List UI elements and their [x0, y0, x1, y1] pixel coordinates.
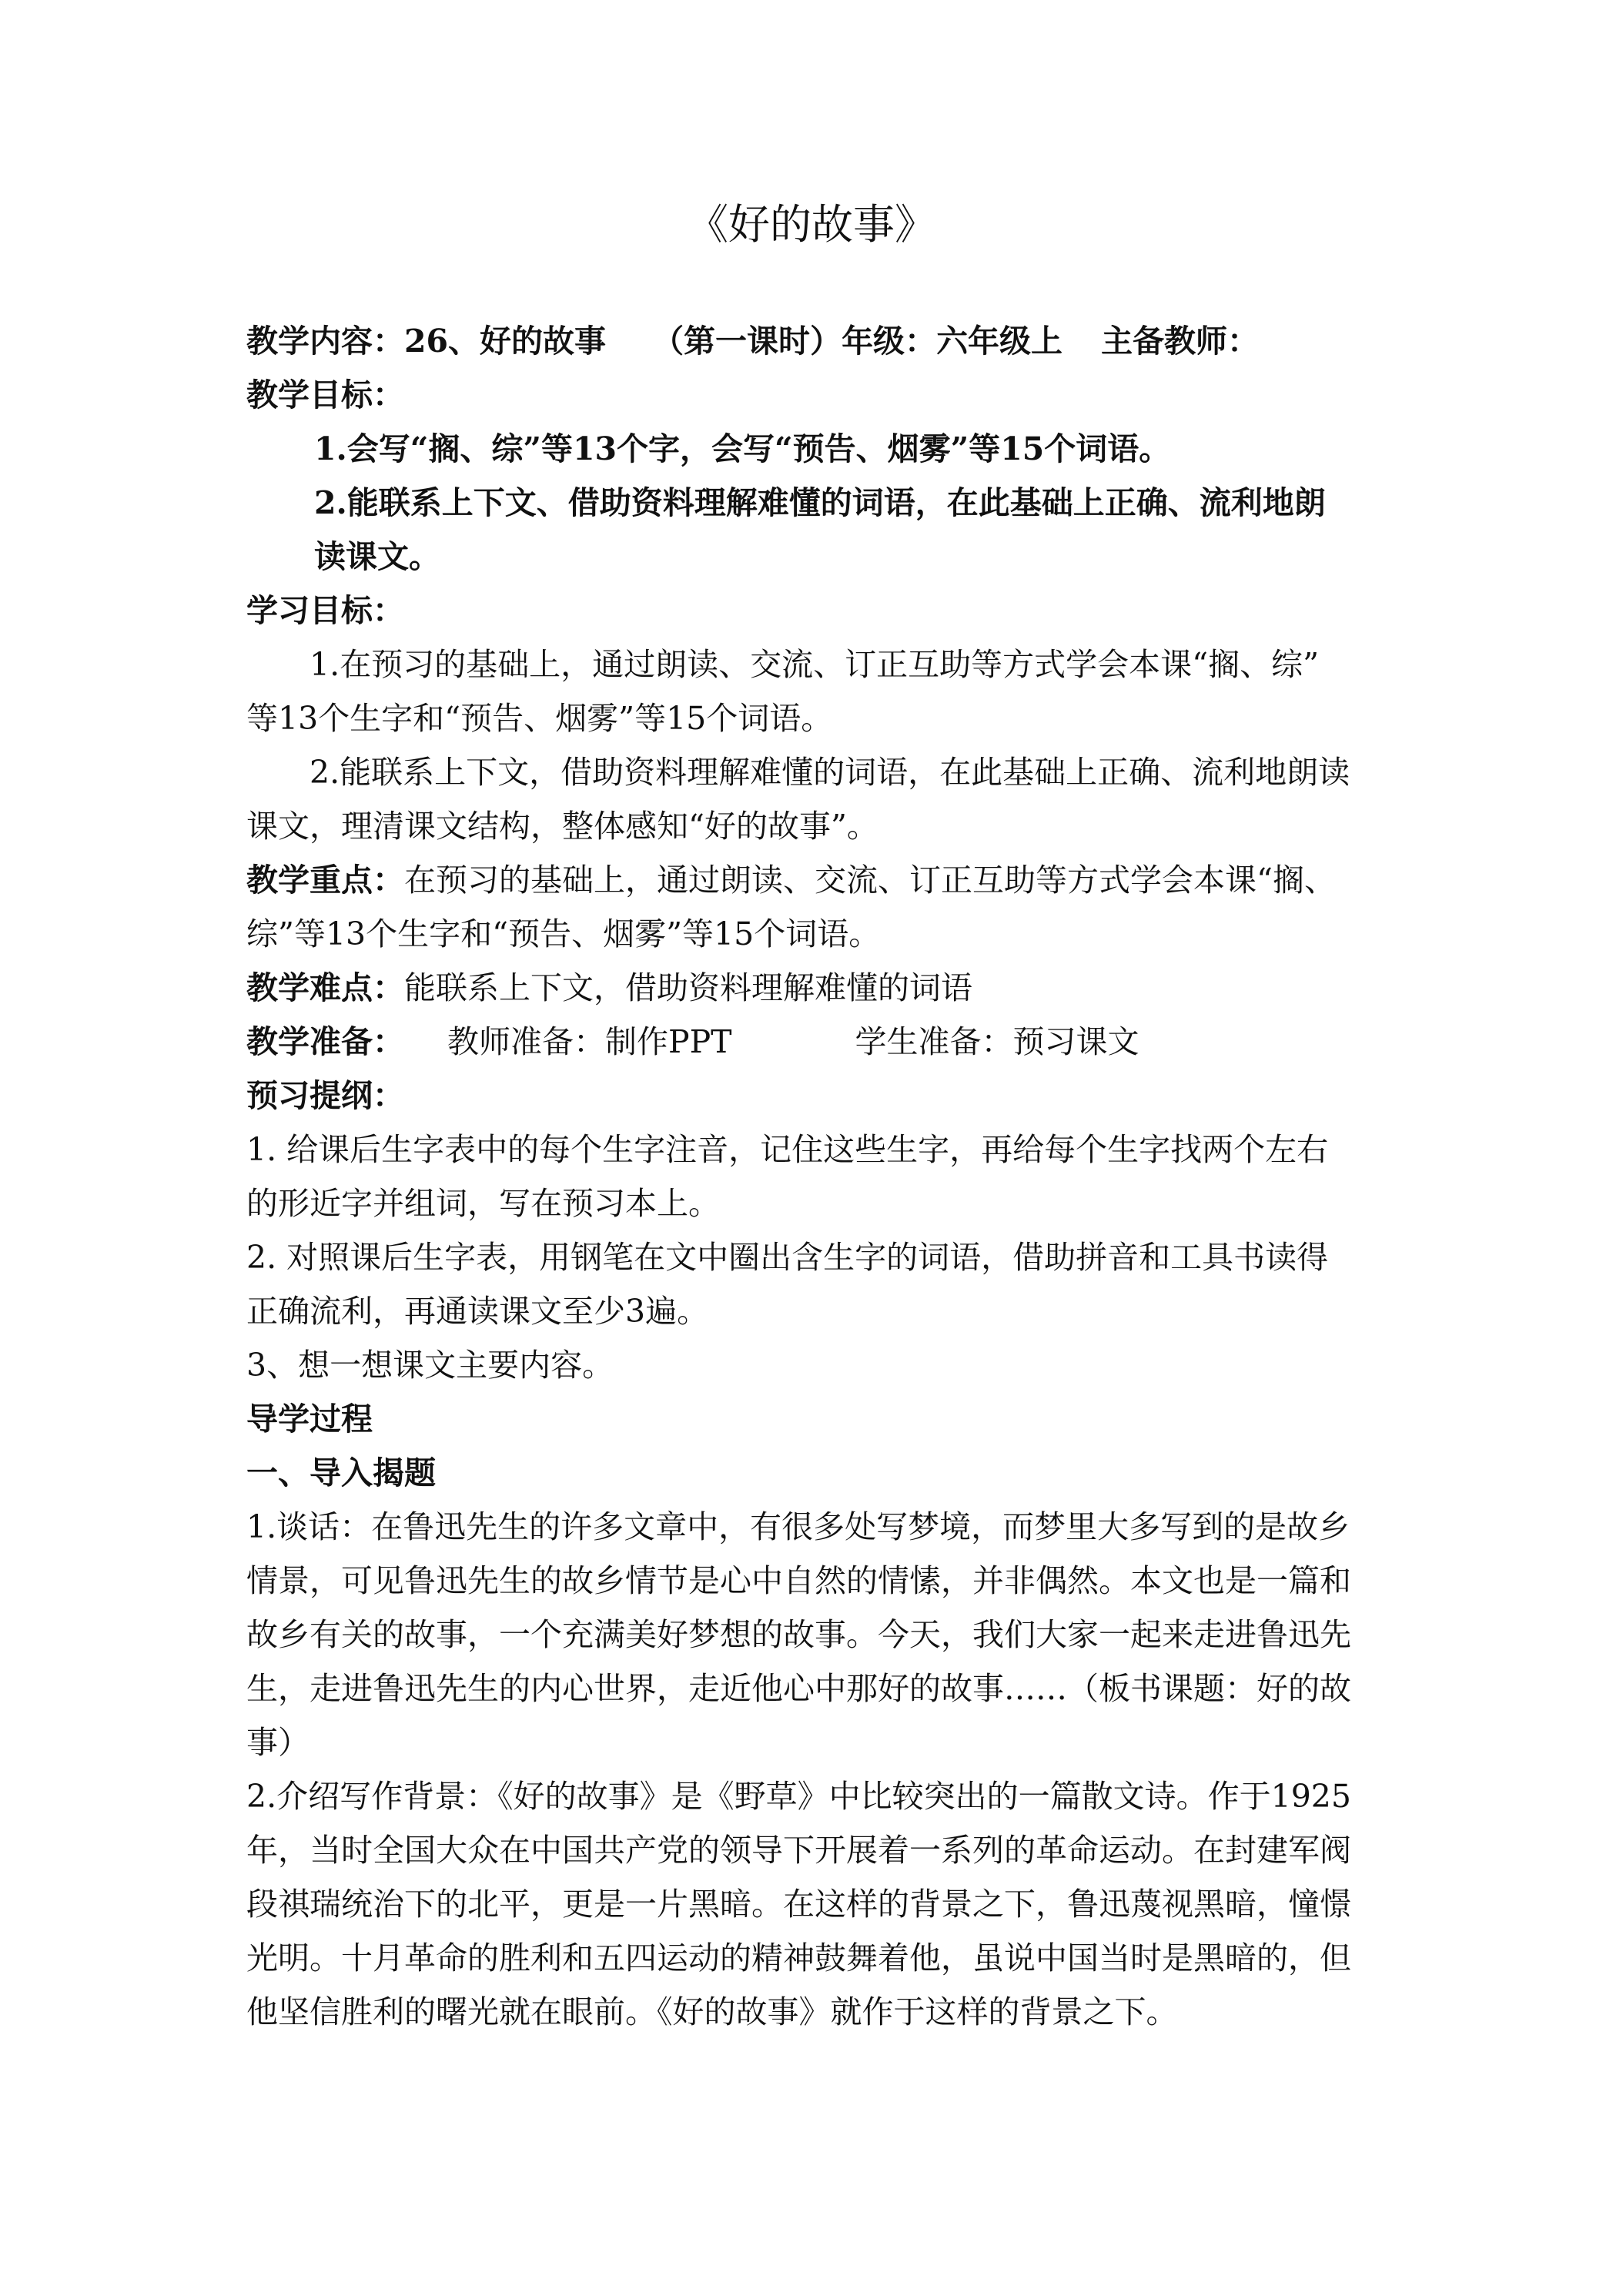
period-label: （第一课时） [652, 323, 842, 360]
content-label: 教学内容： [246, 323, 404, 360]
difficulty-label: 教学难点： [246, 969, 404, 1006]
teaching-goal-2-line1: 2.能联系上下文、借助资料理解难懂的词语，在此基础上正确、流利地朗 [314, 484, 1326, 521]
preview-item-1-line2: 的形近字并组词，写在预习本上。 [246, 1185, 720, 1222]
document-title: 《好的故事》 [687, 200, 936, 249]
preparation-label: 教学准备： [246, 1023, 404, 1060]
paragraph-line: 段祺瑞统治下的北平，更是一片黑暗。在这样的背景之下，鲁迅蔑视黑暗，憧憬 [246, 1886, 1351, 1923]
header-line [246, 314, 1386, 368]
difficulty-value: 能联系上下文，借助资料理解难懂的词语 [404, 969, 972, 1006]
key-point-line1 [246, 853, 1386, 907]
paragraph-1 [246, 1500, 1386, 1769]
process-heading: 导学过程 [246, 1401, 373, 1438]
paragraph-line: 2.介绍写作背景：《好的故事》是《野草》中比较突出的一篇散文诗。作于1925 [246, 1778, 1351, 1815]
paragraph-line: 年，当时全国大众在中国共产党的领导下开展着一系列的革命运动。在封建军阀 [246, 1832, 1351, 1869]
preview-item-1-line1: 1. 给课后生字表中的每个生字注音，记住这些生字，再给每个生字找两个左右 [246, 1131, 1329, 1168]
preview-heading: 预习提纲： [246, 1077, 404, 1114]
grade-label: 年级： [842, 323, 937, 360]
learning-goal-2-line1: 2.能联系上下文，借助资料理解难懂的词语，在此基础上正确、流利地朗读 [310, 754, 1350, 791]
teaching-goals-heading: 教学目标： [246, 377, 404, 413]
preview-item-3: 3、想一想课文主要内容。 [246, 1347, 614, 1384]
key-point-text: 在预习的基础上，通过朗读、交流、订正互助等方式学会本课“搁、 [404, 862, 1336, 899]
paragraph-line: 1.谈话：在鲁迅先生的许多文章中，有很多处写梦境，而梦里大多写到的是故乡 [246, 1508, 1350, 1545]
paragraph-line: 他坚信胜利的曙光就在眼前。《好的故事》就作于这样的背景之下。 [246, 1993, 1178, 2030]
paragraph-line: 事） [246, 1724, 310, 1761]
student-preparation: 学生准备：预习课文 [855, 1023, 1139, 1060]
learning-goal-1-line1: 1.在预习的基础上，通过朗读、交流、订正互助等方式学会本课“搁、综” [310, 646, 1320, 683]
key-point-line2: 综”等13个生字和“预告、烟雾”等15个词语。 [246, 915, 881, 952]
paragraph-2 [246, 1769, 1386, 2039]
learning-goal-2-line2: 课文，理清课文结构，整体感知“好的故事”。 [246, 808, 878, 845]
teaching-goal-1: 1.会写“搁、综”等13个字，会写“预告、烟雾”等15个词语。 [314, 430, 1171, 467]
paragraph-line: 光明。十月革命的胜利和五四运动的精神鼓舞着他，虽说中国当时是黑暗的，但 [246, 1940, 1351, 1976]
learning-goals-heading: 学习目标： [246, 592, 404, 629]
teacher-preparation: 教师准备：制作PPT [447, 1023, 732, 1060]
document-body [246, 314, 1386, 2039]
key-point-label: 教学重点： [246, 862, 404, 899]
preparation-line [246, 1015, 1386, 1069]
learning-goal-1-line2: 等13个生字和“预告、烟雾”等15个词语。 [246, 700, 833, 737]
teacher-label: 主备教师： [1101, 323, 1260, 360]
difficulty-line [246, 961, 1386, 1015]
paragraph-line: 故乡有关的故事，一个充满美好梦想的故事。今天，我们大家一起来走进鲁迅先 [246, 1616, 1351, 1653]
section-1-heading: 一、导入揭题 [246, 1454, 436, 1491]
content-value: 26、好的故事 [404, 323, 607, 360]
grade-value: 六年级上 [936, 323, 1063, 360]
paragraph-line: 情景，可见鲁迅先生的故乡情节是心中自然的情愫，并非偶然。本文也是一篇和 [246, 1562, 1351, 1599]
preview-item-2-line1: 2. 对照课后生字表，用钢笔在文中圈出含生字的词语，借助拼音和工具书读得 [246, 1239, 1329, 1276]
preview-item-2-line2: 正确流利，再通读课文至少3遍。 [246, 1293, 709, 1330]
paragraph-line: 生，走进鲁迅先生的内心世界，走近他心中那好的故事……（板书课题：好的故 [246, 1670, 1351, 1707]
teaching-goal-2-line2: 读课文。 [314, 538, 440, 575]
